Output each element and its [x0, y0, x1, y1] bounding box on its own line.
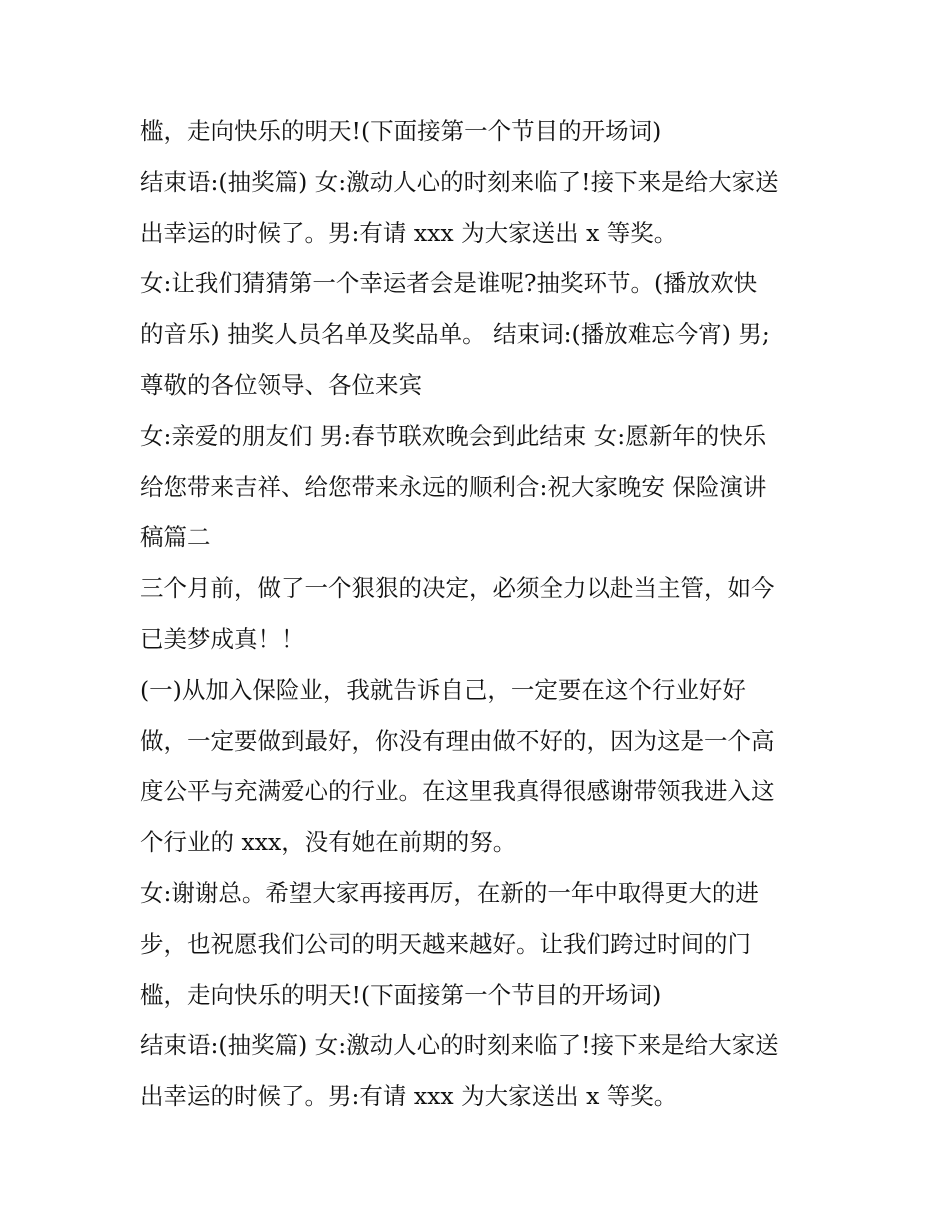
text-line: 度公平与充满爱心的行业。在这里我真得很感谢带领我进入这 [140, 777, 775, 806]
text-line: 的音乐) 抽奖人员名单及奖品单。 结束词:(播放难忘今宵) 男; [140, 320, 770, 349]
text-line: 结束语:(抽奖篇) 女:激动人心的时刻来临了!接下来是给大家送 [140, 1031, 779, 1060]
text-line: 槛，走向快乐的明天!(下面接第一个节目的开场词) [140, 117, 662, 145]
text-line: 女:让我们猜猜第一个幸运者会是谁呢?抽奖环节。(播放欢快 [140, 269, 758, 298]
text-line: 已美梦成真！！ [140, 624, 305, 653]
text-line: 槛，走向快乐的明天!(下面接第一个节目的开场词) [140, 980, 662, 1009]
text-line: 尊敬的各位领导、各位来宾 [140, 370, 422, 399]
text-line: 个行业的 xxx，没有她在前期的努。 [140, 828, 517, 857]
text-line: 女:亲爱的朋友们 男:春节联欢晚会到此结束 女:愿新年的快乐 [140, 421, 767, 450]
document-body [140, 106, 830, 1122]
text-line: 出幸运的时候了。男:有请 xxx 为大家送出 x 等奖。 [140, 1082, 678, 1111]
text-line: (一)从加入保险业，我就告诉自己，一定要在这个行业好好 [140, 675, 746, 704]
text-line: 结束语:(抽奖篇) 女:激动人心的时刻来临了!接下来是给大家送 [140, 167, 779, 196]
text-line: 三个月前，做了一个狠狠的决定，必须全力以赴当主管，如今 [140, 574, 775, 603]
text-line: 给您带来吉祥、给您带来永远的顺利合:祝大家晚安 保险演讲 [140, 472, 767, 501]
section-title-line: 稿篇二 [140, 523, 211, 552]
text-line: 做，一定要做到最好，你没有理由做不好的，因为这是一个高 [140, 726, 775, 755]
text-line: 出幸运的时候了。男:有请 xxx 为大家送出 x 等奖。 [140, 218, 678, 247]
text-line: 步，也祝愿我们公司的明天越来越好。让我们跨过时间的门 [140, 929, 751, 958]
text-line: 女:谢谢总。希望大家再接再厉，在新的一年中取得更大的进 [140, 878, 759, 907]
